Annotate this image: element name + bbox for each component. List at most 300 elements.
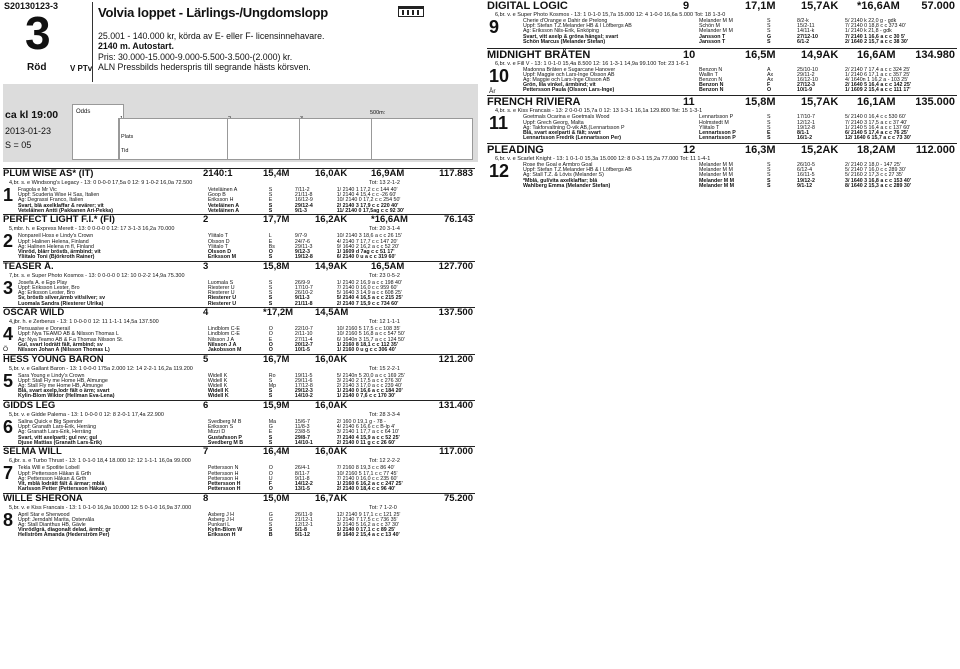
horse-earnings: 134.980 <box>915 48 955 61</box>
row-track: S <box>767 167 771 173</box>
row-date: 17/12-8 <box>294 382 313 389</box>
row-result: 2/ 2140 0 18,4 c c 96 40' <box>336 486 396 492</box>
row-date: 21/12-1 <box>294 516 313 523</box>
row-date: 27/11-4 <box>294 336 313 342</box>
row-driver: Lennartsson P <box>699 129 736 136</box>
row-desc: Vinröd, blårr bröstb, ärmbind; vit <box>18 248 101 255</box>
horse-row <box>523 39 955 44</box>
row-result: 5/ 2140 7 16,0 c c 289 30' <box>845 167 906 173</box>
row-track: G <box>268 516 273 523</box>
row-date: 27/12-10 <box>797 33 818 39</box>
row-result: 10/ 2160 5 17,5 c c 108 35' <box>336 326 401 332</box>
horse-record: 16,2AK <box>315 214 348 226</box>
row-track: S <box>767 38 771 44</box>
horse-entry <box>487 95 957 143</box>
row-track: Å <box>767 66 771 72</box>
row-driver: Olsson D <box>207 248 232 255</box>
row-desc: Kylin-Blom Wiktor (Hellman Eva-Lena) <box>18 393 115 399</box>
horse-stat: 8 <box>203 492 209 504</box>
right-column <box>487 0 957 669</box>
row-desc: Äg: Stall Fly me Home HB, Almunge <box>18 382 104 389</box>
row-track: S <box>268 377 273 383</box>
track-code: S = 05 <box>5 140 32 150</box>
row-track: S <box>268 527 273 533</box>
row-driver: Yliitalo T <box>207 233 229 239</box>
row-result: 4/ 2140 7 17,7 c c 147 20' <box>336 238 398 244</box>
row-track: G <box>268 511 273 517</box>
row-date: 24/7-6 <box>294 238 310 244</box>
row-driver: Benzon N <box>699 77 723 83</box>
row-desc: Uppf: Stall Fly me Home HB, Almunge <box>18 377 108 383</box>
horse-record: 16,1AM <box>857 96 896 109</box>
row-track: U <box>268 475 273 481</box>
row-track: E <box>268 238 273 244</box>
row-result: 2/ 2140 3 17,9 c c 220 40' <box>336 202 399 208</box>
row-track: S <box>767 28 771 34</box>
row-desc: Schön Marcus (Melander Stefan) <box>523 38 606 44</box>
row-track: L <box>268 233 272 239</box>
row-result: 3/ 2140 1 17,7 a c c 64 10' <box>336 429 399 435</box>
row-result: 10/ 2160 5 16,8 a c c 547 50' <box>336 331 405 337</box>
horse-record: 18,2AM <box>857 144 896 157</box>
row-desc: Tekla Will e Spotlite Lobell <box>18 465 80 471</box>
row-desc: Uppf: Granath Lars-Erik, Herräng <box>18 424 97 430</box>
horse-name: PLEADING <box>487 144 544 157</box>
horse-history <box>18 326 476 352</box>
row-driver: Luomala S <box>207 279 234 285</box>
row-desc: Gul, svart lodrätt fält, ärmbind; sv <box>18 341 103 347</box>
row-track: S <box>268 295 273 301</box>
horse-name: GIDDS LEG <box>3 399 56 411</box>
start-method: År <box>489 87 496 95</box>
row-date: 15/6-7 <box>294 418 310 425</box>
row-date: 16/1-2 <box>797 135 813 141</box>
horse-entry <box>3 400 475 446</box>
result-grid <box>118 118 473 160</box>
row-driver: Lennartsson P <box>699 135 736 141</box>
horse-earnings: 112.000 <box>915 144 955 157</box>
horse-number: 3 <box>3 277 14 298</box>
row-track: S <box>268 388 273 394</box>
horse-stat: 2 <box>203 214 209 226</box>
horse-entry <box>3 261 475 307</box>
horse-record: 16,6AM <box>857 48 896 61</box>
row-date: 9/1-3 <box>294 207 307 213</box>
row-result: 5/ 2140 4 16,5 a c c 215 25' <box>336 295 403 301</box>
row-result: 1/ 2160 8 18,1 c c 112 35' <box>336 341 399 347</box>
row-date: 11/8-3 <box>294 424 310 430</box>
horse-stat: 2140:1 <box>203 168 233 179</box>
row-date: 5/1-8 <box>294 527 307 533</box>
left-horse-list <box>3 168 475 539</box>
row-result: 1/ 2140 6 17,1 a c c 357 25' <box>845 71 911 78</box>
horse-number: 5 <box>3 370 14 391</box>
row-track: S <box>268 279 273 285</box>
row-driver: Veteläinen A <box>207 207 240 213</box>
row-result: 1/ 1609 2 15,4 a c c 111 17' <box>845 87 911 93</box>
row-driver: Gustafsson P <box>207 434 242 440</box>
row-desc: Äg: Nya Teamo AB & F.a Thomas Nilsson St. <box>18 336 124 342</box>
row-desc: Svart, blå axelklaffar & revärer; vit <box>18 202 104 208</box>
row-result: 6/ 2140 0 u a c c 319 60' <box>336 254 396 260</box>
row-driver: Benzon N <box>699 82 724 88</box>
horse-record: 14,9AK <box>801 48 839 61</box>
row-result: 2/ 2140 2 18,0 - 147 25' <box>845 162 901 168</box>
horse-info-text: 5,mbr. h. e Express Merett - 13: 0 0-0-0 0 12: 17 3-1-3 16,2a 70.000 <box>9 226 175 233</box>
row-track: Ö <box>268 326 273 332</box>
bet-type: V PTv <box>70 64 93 73</box>
race-code: S20130123-3 <box>4 1 59 11</box>
row-driver: Widell K <box>207 388 229 394</box>
row-result: 3/ 2140 2 17,5 a c c 276 30' <box>336 377 402 383</box>
row-track: S <box>767 135 771 141</box>
row-track: E <box>268 336 273 342</box>
horse-earnings: 131.400 <box>438 399 473 411</box>
row-desc: Lennartsson Fredrik (Lennartsson Per) <box>523 135 622 141</box>
row-driver: Mizzi D <box>207 429 226 435</box>
row-date: 19/12-2 <box>797 177 815 183</box>
horse-entry <box>3 214 475 260</box>
row-result: 1/ 2140 7 17,5 c c 736 35' <box>336 516 398 523</box>
horse-record: 16,0AK <box>315 399 348 411</box>
row-track: E <box>268 429 273 435</box>
horse-entry <box>487 0 957 48</box>
row-desc: Äg: Stall Dianthus HB, Gävle <box>18 522 86 528</box>
row-driver: Benzon N <box>699 66 723 72</box>
horse-name: OSCAR WILD <box>3 307 65 319</box>
row-date: 9/11-8 <box>294 475 310 481</box>
horse-info <box>9 273 469 279</box>
horse-entry <box>3 446 475 492</box>
row-track: E <box>268 197 273 203</box>
horse-info-text: 7,br. s. e Super Photo Kosmos - 13: 0 0-0-0 0 12: 10 0-2-2 14,9a 75.300 <box>9 272 185 279</box>
row-track: S <box>268 434 273 440</box>
row-result: 7/ 2140 3 17,5 a c c 37 40' <box>845 119 908 125</box>
row-result: 7/ 2140 0 16,0 c c 235 60' <box>336 475 398 481</box>
horse-earnings: 127.700 <box>438 260 473 272</box>
row-date: 10/1-5 <box>294 346 310 353</box>
row-date: 20/12-7 <box>294 341 313 347</box>
horse-history <box>18 419 476 445</box>
horse-info <box>9 366 469 372</box>
row-track: S <box>268 284 273 291</box>
row-result: 2/ 2140 7 17,4 a c c 324 25' <box>845 66 911 72</box>
row-date: 26/10-2 <box>294 290 313 296</box>
row-desc: Salina Quick e Big Spender <box>18 418 83 425</box>
row-driver: Widell K <box>207 372 228 378</box>
row-driver: Eriksson H <box>207 197 234 203</box>
row-track: Ö <box>268 465 273 471</box>
horse-stat: 9 <box>683 0 690 12</box>
horse-entry <box>3 354 475 400</box>
row-desc: Fragola e Mr Vic <box>18 187 57 193</box>
row-date: 6/12-4 <box>797 167 813 173</box>
horse-number: 12 <box>489 161 510 182</box>
row-result: 10/ 2140 0 17,2 c c 254 50' <box>336 197 401 203</box>
horse-row <box>18 301 476 306</box>
row-track: B <box>268 532 273 538</box>
odds-label: Odds <box>76 109 91 115</box>
race-info-line: Pris: 30.000-15.000-9.000-5.500-3.500-(2.000) kr. <box>98 51 293 62</box>
row-result: 6/ 2140 5 17,4 a c c 76 25' <box>845 129 909 136</box>
race-info-line: 2140 m. Autostart. <box>98 41 174 52</box>
row-desc: Uppf: Maggie och Lars-Inge Olsson AB <box>523 71 615 78</box>
row-track: S <box>268 207 273 213</box>
row-date: 10/1-9 <box>797 87 813 93</box>
row-driver: Lindblom C-E <box>207 326 240 332</box>
row-track: S <box>268 187 273 193</box>
horse-number: 4 <box>3 324 14 345</box>
row-desc: Äg: Degrassi Franco, Italien <box>18 197 84 203</box>
horse-stat: 3 <box>203 260 209 272</box>
horse-row <box>523 183 955 188</box>
row-desc: Nonpareil Hoss e Lindy's Crown <box>18 233 94 239</box>
row-result: 1/ 1609 d 7ag c c 51 17' <box>336 248 395 255</box>
horse-info <box>9 412 469 418</box>
horse-entry <box>3 168 475 214</box>
row-desc: Nilsson Johan A (Nilsson Thomas L) <box>18 346 110 353</box>
row-desc: Rose the Goal e Armbro Goal <box>523 162 593 168</box>
row-date: 14/12-2 <box>294 480 313 487</box>
horse-info <box>9 319 469 325</box>
row-result: 8/ 1640 2 15,3 a c c 289 30' <box>845 182 912 188</box>
row-desc: Josefa Å. e Ego Play <box>18 279 68 285</box>
row-result: 9/ 1640 2 16,2 a c c 52 20' <box>336 243 399 249</box>
horse-info-text: 4,br. s. e Windsong's Legacy - 13: 0 0-0-0 17,5a 0 12: 9 1-0-2 16,0a 72.500 <box>9 180 193 186</box>
row-track: Ö <box>767 87 772 93</box>
horse-entry <box>3 307 475 353</box>
horse-history <box>18 187 476 213</box>
row-track: S <box>767 119 771 125</box>
horse-earnings: 57.000 <box>921 0 955 12</box>
row-desc: April Star e Sherwood <box>18 511 70 517</box>
row-result: 1/ 2140 2 16,9 a c c 198 40' <box>336 279 402 285</box>
horse-entry <box>487 48 957 96</box>
row-track: S <box>767 114 771 120</box>
row-result: 6/ 1640n 3 15,7 a c c 124 50' <box>336 336 405 342</box>
row-date: 23/8-5 <box>294 429 310 435</box>
row-result: 1/ 2140 0 16,6 a c c 184 20' <box>336 388 403 394</box>
row-track: S <box>268 254 273 260</box>
row-driver: Lennartsson P <box>699 114 734 120</box>
row-driver: Riesterer U <box>207 300 237 306</box>
horse-stat: 7 <box>203 446 209 458</box>
row-driver: Schön M <box>699 23 720 29</box>
horse-total: Tot: 20 3-1-4 <box>369 226 400 233</box>
row-track: S <box>767 18 771 24</box>
horse-earnings: 117.883 <box>439 168 473 179</box>
row-result: 7/ 2140 4 15,9 a c c 52 25' <box>336 434 400 440</box>
row-desc: Vit, mblå lodrätt fält & ärmar; mblå <box>18 480 105 487</box>
row-track: S <box>268 290 273 296</box>
sponsor-logo-icon <box>398 6 424 17</box>
row-result: 1/ 2140 1 17,2 c c 144 40' <box>336 187 398 193</box>
row-track: F <box>767 82 771 88</box>
row-result: 10/ 2140 3 18,6 a c c 26 15' <box>336 233 402 239</box>
horse-history <box>523 162 955 188</box>
row-date: 2/11-10 <box>294 331 313 337</box>
row-result: 7/ 2140 1 16,6 a c c 30 5' <box>845 33 906 39</box>
row-desc: Uppf: Halinen Helena, Finland <box>18 238 89 244</box>
row-driver: Holmstedt M <box>699 119 729 125</box>
row-result: 2/ 2140 7 15,9 c c 734 60' <box>336 300 399 306</box>
row-driver: Kylin-Blom W <box>207 527 243 533</box>
row-driver: Punkari L <box>207 522 231 528</box>
row-date: 9/7-9 <box>294 233 307 239</box>
row-result: 1/ 2140 k 21,8 - gdk <box>845 28 892 34</box>
row-driver: Melander M M <box>699 172 733 178</box>
horse-record: 16,0AK <box>315 353 348 365</box>
horse-total: Tot: 23 0-5-2 <box>369 272 400 279</box>
row-track: S <box>767 182 771 188</box>
row-result: 5/ 2140n 5 20,0 a c c 169 25' <box>336 372 405 378</box>
row-date: 16/12-9 <box>294 197 313 203</box>
horse-record: *16,6AM <box>857 0 900 12</box>
row-result: 2/ 160 0 19,1 g - 78 - <box>336 418 386 425</box>
horse-record: *17,2M <box>263 307 294 319</box>
row-date: 29/8-7 <box>294 434 310 440</box>
row-desc: Karlsson Petter (Pettersson Håkan) <box>18 486 107 492</box>
row-date: 16/12-10 <box>797 77 818 83</box>
row-date: 29/11-6 <box>294 377 313 383</box>
horse-row <box>18 254 476 259</box>
row-result: 5/ 2140 k 22,0 g - gdk <box>845 18 897 24</box>
odds-box <box>72 104 124 160</box>
horse-row <box>18 532 476 537</box>
horse-name: MIDNIGHT BRÅTEN <box>487 48 591 61</box>
race-info <box>98 31 324 72</box>
row-desc: Uppf: Nya TEAMO AB & Nilsson Thomas L <box>18 331 119 337</box>
horse-name: TEASER Å. <box>3 260 54 272</box>
row-desc: Hellström Amanda (Hederström Per) <box>18 532 110 538</box>
row-desc: *Mblå, gul/vita axelklaffar; blå <box>523 177 598 183</box>
row-date: 9/1-12 <box>797 182 813 188</box>
horse-record: 14,5AM <box>315 307 349 319</box>
horse-record: *16,6AM <box>371 214 408 226</box>
race-info-line: ALN Pressbilds hederspris till segrande hästs körsven. <box>98 61 311 72</box>
row-date: 14/10-1 <box>294 439 313 445</box>
row-date: 13/1-5 <box>294 486 310 492</box>
row-result: 12/ 1640 6 15,7 a c c 73 30' <box>845 135 912 141</box>
horse-number: 1 <box>3 185 14 205</box>
start-time: ca kl 19:00 <box>5 109 59 121</box>
horse-total: Tot: 12 2-2-2 <box>369 458 400 465</box>
row-result: 5/ 1640 3 14,9 a c c 608 25' <box>336 290 402 296</box>
row-track: E <box>767 129 771 136</box>
horse-record: 16,9AM <box>371 168 405 179</box>
row-track: S <box>268 522 273 528</box>
row-track: Ö <box>268 346 273 353</box>
horse-name: WILLE SHERONA <box>3 492 83 504</box>
row-result: 7/ 2160 8 19,3 c c 86 40' <box>336 465 395 471</box>
horse-entry <box>3 493 475 539</box>
horse-info: 6,br. v. e Super Photo Kosmos - 13: 1 0-1-0 15,7a 15.000 12: 4 1-0-0 16,6a 5.000 Tot: 18 1-3-0 <box>495 12 726 18</box>
row-result: 4/ 1640n 1 16,2 a - 103 25' <box>845 77 909 83</box>
row-driver: Lindblom C-E <box>207 331 240 337</box>
row-result: 5/ 2160 2 17,3 c c 27 35' <box>845 172 903 178</box>
row-track: S <box>767 124 771 130</box>
horse-info <box>9 505 469 511</box>
row-result: 3/ 2140 5 16,2 a c c 37 30' <box>336 522 399 528</box>
tid-label: Tid <box>121 148 129 154</box>
row-desc: Svart, vitt axelparti; gul rev; gul <box>18 434 98 440</box>
horse-info-text: 5,br. v. e Kiss Francais - 13: 1 0-1-0 16,9a 10.000 12: 5 0-1-0 16,9a 37.000 <box>9 504 192 511</box>
row-driver: Melander M M <box>699 177 735 183</box>
row-date: 8/2-k <box>797 18 809 24</box>
row-date: 6/1-2 <box>797 38 810 44</box>
race-title: Volvia loppet - Lärlings-/Ungdomslopp <box>98 5 328 20</box>
horse-history <box>523 114 955 140</box>
row-date: 8/1-1 <box>797 129 810 136</box>
row-track: S <box>767 162 771 168</box>
row-track: S <box>268 300 273 306</box>
row-desc: Madonna Bråten e Sugarcane Hanover <box>523 66 616 72</box>
horse-row <box>523 135 955 140</box>
row-driver: Yliitalo T <box>207 243 229 249</box>
row-desc: Blå, svart axelparti & fält; svart <box>523 129 601 136</box>
row-track: Ö <box>268 248 273 255</box>
horse-number: 6 <box>3 416 14 437</box>
horse-earnings: 75.200 <box>443 492 473 504</box>
row-desc: Luomala Sandra (Riesterer Ulrika) <box>18 300 104 306</box>
row-date: 14/10-2 <box>294 393 313 399</box>
horse-row <box>18 208 476 213</box>
row-driver: Åsberg J H <box>207 516 235 523</box>
horse-history <box>18 512 476 538</box>
row-track: G <box>767 33 772 39</box>
horse-name: HESS YOUNG BARON <box>3 353 104 365</box>
row-desc: Uppf: Scuderia Wise H Sas, Italien <box>18 192 100 198</box>
row-driver: Eriksson S <box>207 424 234 430</box>
row-date: 16/11-5 <box>797 172 815 178</box>
horse-info: 6,br. v. e Scarlet Knight - 13: 1 0-1-0 15,3a 15.000 12: 8 0-3-1 15,2a 77.000 Tot: 11 1-4-1 <box>495 156 711 163</box>
row-desc: Wahlberg Emma (Melander Stefan) <box>523 182 611 188</box>
row-result: 1/ 2160 6 16,2 a c c 247 25' <box>336 480 403 487</box>
row-desc: Sv, bröstb silver,ärmb vit/silver; sv <box>18 295 106 301</box>
row-desc: Äg: Halinen Helena m fl, Finland <box>18 243 94 249</box>
row-result: 9/ 1640 2 15,4 a c c 13 40' <box>336 532 400 538</box>
horse-earnings: 117.000 <box>439 446 473 458</box>
row-result: 1/ 2140 5 16,4 a c c 137 60' <box>845 124 911 130</box>
row-result: 11/ 2140 0 17,5ag c c 92 30' <box>336 207 405 213</box>
row-driver: Wallin T <box>699 71 718 78</box>
row-date: 29/11-3 <box>294 243 313 249</box>
horse-row <box>18 393 476 398</box>
horse-number: 8 <box>3 509 14 530</box>
row-date: 26/9-9 <box>294 279 310 285</box>
row-date: 21/11-8 <box>294 300 313 306</box>
row-desc: Äg: Stall T.Z. & Lövis (Melander S) <box>523 172 604 178</box>
row-desc: Sara Young e Lindy's Crown <box>18 372 85 378</box>
row-track: Ro <box>268 372 276 378</box>
row-driver: Pettersson H <box>207 475 239 481</box>
horse-stat: 12 <box>683 144 696 157</box>
horse-number: 11 <box>489 113 509 134</box>
horse-record: 16,7AK <box>315 492 348 504</box>
row-date: 17/10-7 <box>294 284 313 291</box>
race-color: Röd <box>27 62 47 73</box>
row-desc: Yliitalo Toni (Björkroth Rainer) <box>18 254 95 260</box>
row-driver: Veteläinen A <box>207 187 238 193</box>
row-desc: Veteläinen Antti (Pakkanen Ari-Pekka) <box>18 207 113 213</box>
horse-stat: 4 <box>203 307 209 319</box>
row-date: 5/1-12 <box>294 532 310 538</box>
horse-stat: 11 <box>683 96 695 109</box>
row-driver: Åsberg J H <box>207 511 235 517</box>
row-desc: Uppf: Jerndahl Marita, Östervåla <box>18 516 95 523</box>
row-driver: Riesterer U <box>207 295 237 301</box>
horse-history <box>523 67 955 93</box>
